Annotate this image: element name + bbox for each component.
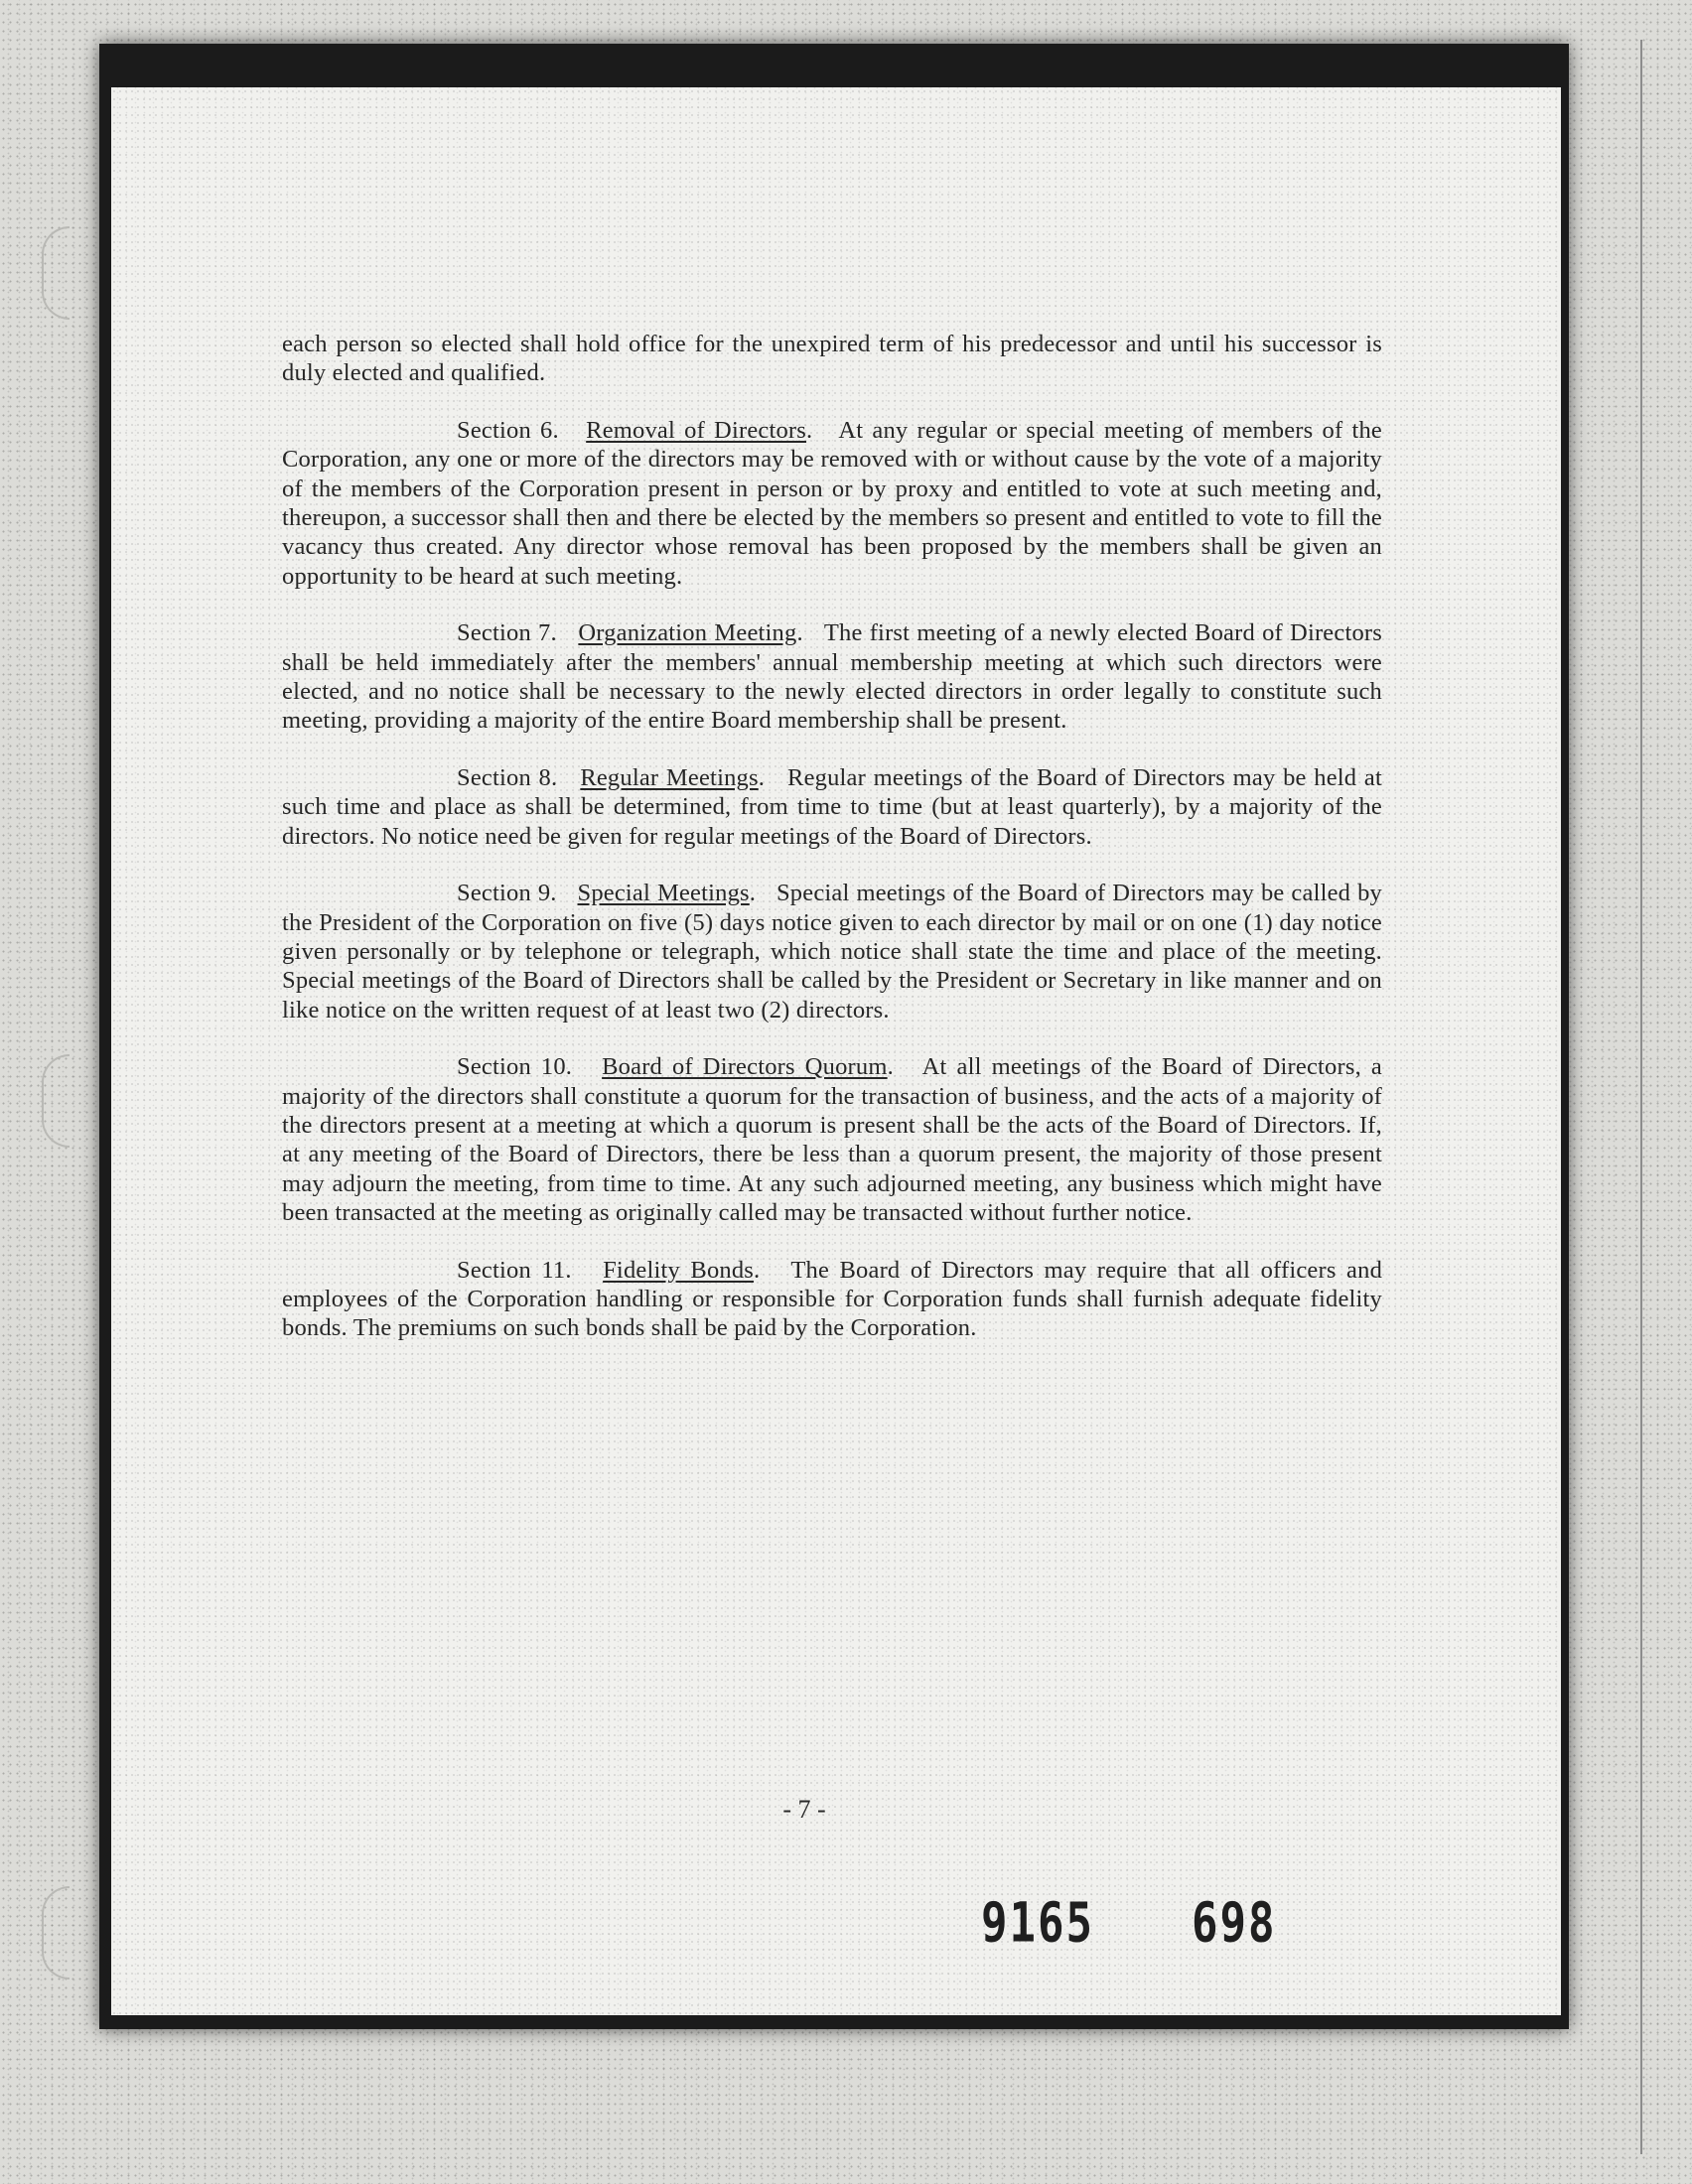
section-heading: Organization Meeting [578,619,797,647]
section-body: At all meetings of the Board of Directors, a majority of the directors shall constitute a quorum for the transaction of business, and the acts of a majority of the directors present at a meeting at which a quorum is present shall be the acts of the Board of Directors. If, at any meeting of the Board of Directors, there be less than a quorum present, the majority of those present may adjourn the meeting, from time to time. At any such adjourned meeting, any business which might have been transacted at the meeting as originally called may be transacted without further notice. [282,1053,1382,1227]
section-11: Section 11. Fidelity Bonds. The Board of Directors may require that all officers and employees of the Corporation handling or responsible for Corporation funds shall furnish adequate fidelity bonds. The premiums on such bonds shall be paid by the Corporation. [282,1256,1383,1342]
section-7: Section 7. Organization Meeting. The first meeting of a newly elected Board of Directors shall be held immediately after the members' annual membership meeting at which such directors were elected, and no notice shall be necessary to the newly elected directors in order legally to constitute such meeting, providing a majority of the entire Board membership shall be present. [282,619,1383,735]
section-heading: Regular Meetings [580,763,759,791]
recording-stamp-page: 698 [1192,1891,1277,1956]
opening-paragraph: each person so elected shall hold office for the unexpired term of his predecessor and until his successor is duly elected and qualified. [282,331,1382,387]
binder-hole-middle [42,1054,70,1148]
section-label: Section 9. [457,880,557,907]
section-heading: Removal of Directors [586,416,807,444]
section-heading: Special Meetings [577,880,750,907]
section-6: Section 6. Removal of Directors. At any regular or special meeting of members of the Corporation, any one or more of the directors may be removed with or without cause by the vote of a majority of the members of the Corporation present in person or by proxy and entitled to vote at such meeting and, thereupon, a successor shall then and there be elected by the members so present and entitled to vote to fill the vacancy thus created. Any director whose removal has been proposed by the members shall be given an opportunity to be heard at such meeting. [282,416,1382,590]
section-8: Section 8. Regular Meetings. Regular meetings of the Board of Directors may be held at such time and place as shall be determined, from time to time (but at least quarterly), by a majority of the directors. No notice need be given for regular meetings of the Board of Directors. [282,763,1382,850]
section-label: Section 8. [457,763,558,791]
section-body: At any regular or special meeting of members of the Corporation, any one or more of the directors may be removed with or without cause by the vote of a majority of the members of the Corporation present in person or by proxy and entitled to vote at such meeting and, thereupon, a successor shall then and there be elected by the members so present and entitled to vote to fill the vacancy thus created. Any director whose removal has been proposed by the members shall be given an opportunity to be heard at such meeting. [282,416,1382,590]
section-label: Section 10. [457,1053,573,1081]
section-body: Regular meetings of the Board of Directors may be held at such time and place as shall be determined, from time to time (but at least quarterly), by a majority of the directors. No notice need be given for regular meetings of the Board of Directors. [282,763,1382,850]
binder-hole-top [42,226,70,320]
document-body [282,330,1382,1371]
section-label: Section 11. [457,1256,572,1284]
recording-stamp-book: 9165 [981,1891,1094,1956]
binder-hole-bottom [42,1886,70,1979]
section-label: Section 6. [457,416,559,444]
section-heading: Board of Directors Quorum [602,1053,888,1081]
page-number: - 7 - [782,1795,826,1824]
section-10: Section 10. Board of Directors Quorum. At all meetings of the Board of Directors, a majority of the directors shall constitute a quorum for the transaction of business, and the acts of a majority of the directors present at a meeting at which a quorum is present shall be the acts of the Board of Directors. If, at any meeting of the Board of Directors, there be less than a quorum present, the majority of those present may adjourn the meeting, from time to time. At any such adjourned meeting, any business which might have been transacted at the meeting as originally called may be transacted without further notice. [282,1053,1382,1227]
section-body: Special meetings of the Board of Directors may be called by the President of the Corporation on five (5) days notice given to each director by mail or on one (1) day notice given personally or by telephone or telegraph, which notice shall state the time and place of the meeting. Special meetings of the Board of Directors shall be called by the President or Secretary in like manner and on like notice on the written request of at least two (2) directors. [282,880,1382,1024]
section-heading: Fidelity Bonds [603,1256,755,1284]
section-label: Section 7. [457,619,557,647]
section-body: The Board of Directors may require that all officers and employees of the Corporation handling or responsible for Corporation funds shall furnish adequate fidelity bonds. The premiums on such bonds shall be paid by the Corporation. [282,1256,1383,1342]
scanner-edge-line [1640,40,1642,2154]
section-9: Section 9. Special Meetings. Special meetings of the Board of Directors may be called by the President of the Corporation on five (5) days notice given to each director by mail or on one (1) day notice given personally or by telephone or telegraph, which notice shall state the time and place of the meeting. Special meetings of the Board of Directors shall be called by the President or Secretary in like manner and on like notice on the written request of at least two (2) directors. [282,880,1382,1024]
section-body: The first meeting of a newly elected Board of Directors shall be held immediately after the members' annual membership meeting at which such directors were elected, and no notice shall be necessary to the newly elected directors in order legally to constitute such meeting, providing a majority of the entire Board membership shall be present. [282,619,1383,735]
